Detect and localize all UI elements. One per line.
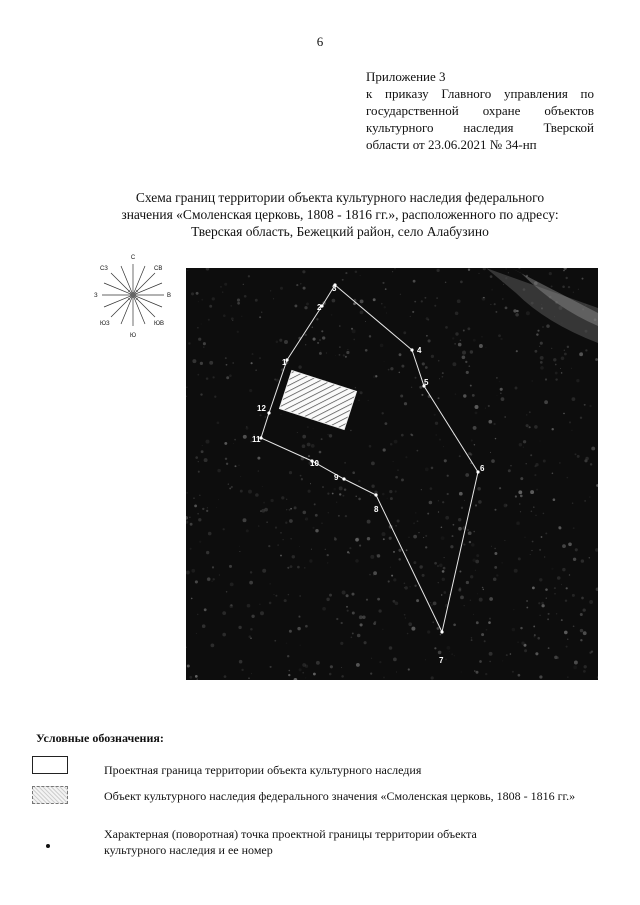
appendix-header: [366, 68, 594, 153]
boundary-point-5: [422, 378, 429, 388]
compass-w: З: [94, 293, 98, 299]
svg-text:7: 7: [439, 656, 444, 665]
svg-text:9: 9: [334, 473, 339, 482]
page-number: 6: [316, 34, 324, 49]
appendix-line-1: Приложение 3: [366, 69, 446, 84]
legend-object-swatch: [32, 786, 68, 804]
appendix-line-4: культурного наследия Тверской: [366, 120, 594, 135]
legend-title: Условные обозначения:: [36, 731, 164, 745]
satellite-map: [186, 268, 598, 680]
appendix-line-3: государственной охране объектов: [366, 103, 594, 118]
compass-n: С: [130, 255, 136, 261]
svg-text:12: 12: [257, 404, 266, 413]
map-background: [186, 268, 598, 680]
compass-nw: СЗ: [100, 266, 108, 272]
scheme-title: [80, 189, 600, 240]
boundary-point-10: [310, 459, 319, 468]
svg-text:1: 1: [282, 358, 287, 367]
boundary-point-3: [332, 283, 337, 293]
legend-boundary-label: Проектная граница территории объекта культурного наследия: [104, 763, 422, 777]
compass-se: ЮВ: [154, 321, 165, 327]
scheme-title-line-2: значения «Смоленская церковь, 1808 - 1816 гг.», расположенного по адресу:: [121, 207, 559, 222]
legend-point-label-line-1: Характерная (поворотная) точка проектной границы территории объекта: [104, 827, 477, 841]
scheme-title-line-1: Схема границ территории объекта культурного наследия федерального: [135, 190, 545, 205]
appendix-line-2: к приказу Главного управления по: [366, 86, 594, 101]
svg-text:11: 11: [252, 435, 261, 444]
svg-text:4: 4: [417, 346, 422, 355]
compass-e: В: [167, 293, 172, 299]
svg-text:2: 2: [317, 303, 322, 312]
compass-sw: ЮЗ: [100, 321, 110, 327]
legend-boundary-swatch: [32, 756, 68, 774]
svg-text:6: 6: [480, 464, 485, 473]
legend-point-label: [104, 826, 477, 858]
compass-s: Ю: [129, 333, 137, 339]
svg-text:10: 10: [310, 459, 319, 468]
legend-object-label: Объект культурного наследия федерального значения «Смоленская церковь, 1808 - 1816 гг.»: [104, 789, 576, 803]
svg-text:3: 3: [332, 284, 337, 293]
legend-point-label-line-2: культурного наследия и ее номер: [104, 843, 273, 857]
svg-text:5: 5: [424, 378, 429, 387]
compass-rose-icon: [88, 250, 178, 340]
legend-point-marker-icon: [46, 844, 50, 848]
scheme-title-line-3: Тверская область, Бежецкий район, село Алабузино: [191, 224, 489, 239]
svg-text:8: 8: [374, 505, 379, 514]
appendix-line-5: области от 23.06.2021 № 34-нп: [366, 137, 537, 152]
compass-ne: СВ: [154, 266, 163, 272]
